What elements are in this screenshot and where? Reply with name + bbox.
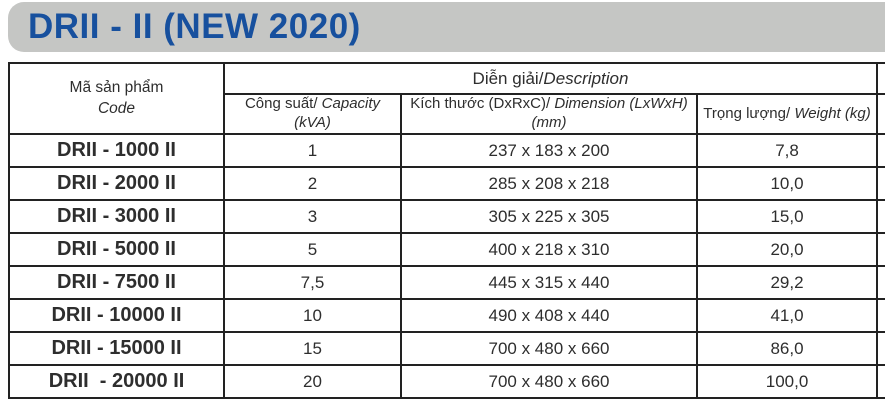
- table-stub-cell: [877, 299, 885, 332]
- code-cell: DRII - 3000 II: [9, 200, 224, 233]
- table-stub-cell: [877, 332, 885, 365]
- dimension-cell: 237 x 183 x 200: [401, 134, 697, 167]
- header-capacity-vi: Công suất/: [244, 95, 318, 113]
- code-cell: DRII - 10000 II: [9, 299, 224, 332]
- header-capacity-en: Capacity: [321, 95, 381, 113]
- table-row: [9, 266, 885, 299]
- capacity-cell: 7,5: [224, 266, 401, 299]
- capacity-cell: 10: [224, 299, 401, 332]
- weight-cell: 10,0: [697, 167, 877, 200]
- weight-cell: 7,8: [697, 134, 877, 167]
- header-dimension-en: Dimension (LxWxH): [554, 95, 688, 113]
- code-cell: DRII - 7500 II: [9, 266, 224, 299]
- table-stub-cell: [877, 94, 885, 134]
- table-row: [9, 167, 885, 200]
- code-cell: DRII - 15000 II: [9, 332, 224, 365]
- capacity-cell: 1: [224, 134, 401, 167]
- header-dimension-vi: Kích thước (DxRxC)/: [410, 95, 551, 113]
- code-cell: DRII - 2000 II: [9, 167, 224, 200]
- header-weight-vi: Trọng lượng/: [703, 104, 791, 122]
- product-table: [8, 62, 885, 399]
- code-cell: DRII - 1000 II: [9, 134, 224, 167]
- header-code-cell: [9, 63, 224, 134]
- table-row: [9, 134, 885, 167]
- header-description-cell: [224, 63, 877, 94]
- header-dimension-unit: (mm): [531, 114, 567, 131]
- table-stub-cell: [877, 365, 885, 398]
- dimension-cell: 445 x 315 x 440: [401, 266, 697, 299]
- code-cell: DRII - 5000 II: [9, 233, 224, 266]
- table-row: [9, 200, 885, 233]
- table-row: [9, 233, 885, 266]
- weight-cell: 20,0: [697, 233, 877, 266]
- page-banner: [8, 2, 885, 52]
- code-cell: DRII - 20000 II: [9, 365, 224, 398]
- table-row: [9, 332, 885, 365]
- table-row: [9, 365, 885, 398]
- table-stub-cell: [877, 63, 885, 94]
- capacity-cell: 15: [224, 332, 401, 365]
- capacity-cell: 20: [224, 365, 401, 398]
- weight-cell: 86,0: [697, 332, 877, 365]
- weight-cell: 15,0: [697, 200, 877, 233]
- capacity-cell: 5: [224, 233, 401, 266]
- header-code-en: Code: [97, 99, 136, 117]
- dimension-cell: 285 x 208 x 218: [401, 167, 697, 200]
- table-header-row-top: [9, 63, 885, 94]
- dimension-cell: 305 x 225 x 305: [401, 200, 697, 233]
- table-stub-cell: [877, 134, 885, 167]
- dimension-cell: 700 x 480 x 660: [401, 365, 697, 398]
- header-weight-en: Weight (kg): [794, 104, 871, 122]
- weight-cell: 29,2: [697, 266, 877, 299]
- dimension-cell: 490 x 408 x 440: [401, 299, 697, 332]
- header-capacity-unit: (kVA): [294, 114, 331, 131]
- header-capacity-cell: [224, 94, 401, 134]
- header-weight-cell: [697, 94, 877, 134]
- table-stub-cell: [877, 233, 885, 266]
- table-row: [9, 299, 885, 332]
- table-stub-cell: [877, 167, 885, 200]
- header-code-vi: Mã sản phẩm: [69, 79, 164, 97]
- table-stub-cell: [877, 266, 885, 299]
- header-description-vi: Diễn giải/: [472, 68, 544, 88]
- dimension-cell: 700 x 480 x 660: [401, 332, 697, 365]
- weight-cell: 100,0: [697, 365, 877, 398]
- page-title: DRII - II (NEW 2020): [28, 7, 361, 46]
- dimension-cell: 400 x 218 x 310: [401, 233, 697, 266]
- weight-cell: 41,0: [697, 299, 877, 332]
- capacity-cell: 2: [224, 167, 401, 200]
- header-dimension-cell: [401, 94, 697, 134]
- header-description-en: Description: [543, 68, 629, 88]
- table-stub-cell: [877, 200, 885, 233]
- capacity-cell: 3: [224, 200, 401, 233]
